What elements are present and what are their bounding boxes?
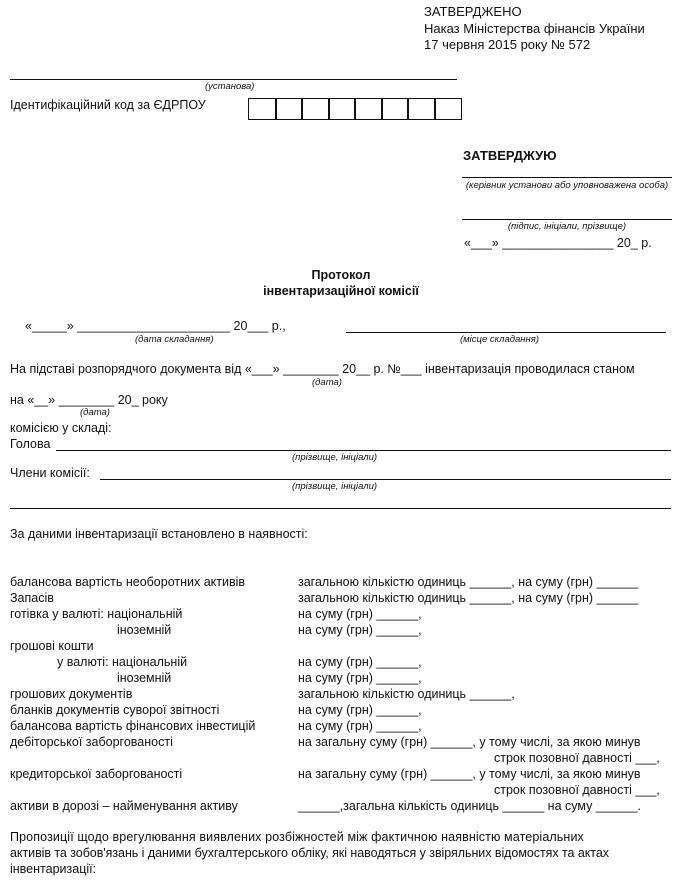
item-label: бланків документів суворої звітності (10, 703, 220, 717)
approval-order: Наказ Міністерства фінансів України (424, 21, 645, 36)
members-label: Члени комісії: (10, 466, 90, 480)
item-label: у валюті: національній (57, 655, 188, 669)
edrpou-cell[interactable] (381, 98, 410, 120)
item-label: грошові кошти (10, 639, 94, 653)
item-value: на загальну суму (грн) ______, у тому числі, за якою минув (298, 735, 641, 749)
item-value: на загальну суму (грн) ______, у тому числі, за якою минув (298, 767, 641, 781)
item-label: активи в дорозі – найменування активу (10, 799, 238, 813)
basis-line-1: На підставі розпорядчого документа від «___» ________ 20__ р. №___ інвентаризація проводилася станом (10, 362, 635, 376)
protocol-subtitle: інвентаризаційної комісії (263, 284, 419, 298)
proposals-line-1: Пропозиції щодо врегулювання виявлених розбіжностей між фактичною наявністю матеріальних (10, 830, 584, 844)
item-value: загальною кількістю одиниць ______, на суму (грн) ______ (298, 575, 639, 589)
item-value: строк позовної давності ___, (494, 751, 660, 765)
item-value: на суму (грн) ______, (298, 719, 422, 733)
item-label: іноземній (117, 671, 172, 685)
edrpou-cell[interactable] (407, 98, 436, 120)
edrpou-cell[interactable] (434, 98, 463, 120)
edrpou-cell[interactable] (275, 98, 304, 120)
members-line-2[interactable] (10, 508, 671, 509)
item-value: строк позовної давності ___, (494, 783, 660, 797)
protocol-date-caption: (дата складання) (135, 334, 214, 345)
sign-caption: (підпис, ініціали, прізвище) (507, 221, 627, 232)
edrpou-label: Ідентифікаційний код за ЄДРПОУ (10, 98, 206, 112)
item-value: на суму (грн) ______, (298, 607, 422, 621)
head-caption: (керівник установи або уповноважена особа) (465, 180, 669, 191)
confirm-title: ЗАТВЕРДЖУЮ (463, 148, 557, 163)
approved-label: ЗАТВЕРДЖЕНО (424, 4, 522, 19)
edrpou-cell[interactable] (354, 98, 383, 120)
item-label: балансова вартість необоротних активів (10, 575, 246, 589)
item-value: на суму (грн) ______, (298, 671, 422, 685)
item-label: іноземній (117, 623, 172, 637)
proposals-line-3: інвентаризації: (10, 862, 97, 876)
protocol-date: «_____» ______________________ 20___ р., (25, 319, 286, 333)
members-caption: (прізвище, ініціали) (292, 481, 378, 492)
protocol-title: Протокол (311, 268, 371, 282)
commission-head: Голова (10, 437, 51, 451)
members-line-1[interactable] (100, 479, 671, 480)
approval-date: 17 червня 2015 року № 572 (424, 37, 591, 52)
basis-date-caption-2: (дата) (80, 407, 110, 418)
item-value: на суму (грн) ______, (298, 703, 422, 717)
place-line[interactable] (346, 332, 666, 333)
item-label: кредиторської заборгованості (10, 767, 183, 781)
institution-line[interactable] (10, 79, 457, 80)
item-label: балансова вартість фінансових інвестицій (10, 719, 256, 733)
sign-line[interactable] (462, 219, 672, 220)
item-value: на суму (грн) ______, (298, 655, 422, 669)
edrpou-cell[interactable] (328, 98, 357, 120)
institution-caption: (установа) (205, 81, 255, 92)
head-name-line[interactable] (56, 450, 671, 451)
item-label: готівка у валюті: національній (10, 607, 183, 621)
edrpou-cell[interactable] (248, 98, 277, 120)
item-value: на суму (грн) ______, (298, 623, 422, 637)
head-name-caption: (прізвище, ініціали) (292, 452, 378, 463)
item-value: загальною кількістю одиниць ______, (298, 687, 515, 701)
item-value: ______,загальна кількість одиниць ______ на суму ______. (298, 799, 641, 813)
head-line[interactable] (462, 177, 672, 178)
place-caption: (місце складання) (460, 334, 539, 345)
item-label: дебіторської заборгованості (10, 735, 173, 749)
established-heading: За даними інвентаризації встановлено в наявності: (10, 527, 308, 541)
basis-date-caption: (дата) (312, 377, 342, 388)
proposals-line-2: активів та зобов'язань і даними бухгалтерського обліку, які наводяться у звіряльних відомостях та актах (10, 846, 609, 860)
item-label: грошових документів (10, 687, 133, 701)
confirm-date: «___» ________________ 20_ р. (464, 236, 652, 250)
item-label: Запасів (10, 591, 54, 605)
edrpou-cell[interactable] (301, 98, 330, 120)
commission-label: комісією у складі: (10, 421, 112, 435)
basis-line-2: на «__» ________ 20_ року (10, 393, 168, 407)
item-value: загальною кількістю одиниць ______, на суму (грн) ______ (298, 591, 639, 605)
